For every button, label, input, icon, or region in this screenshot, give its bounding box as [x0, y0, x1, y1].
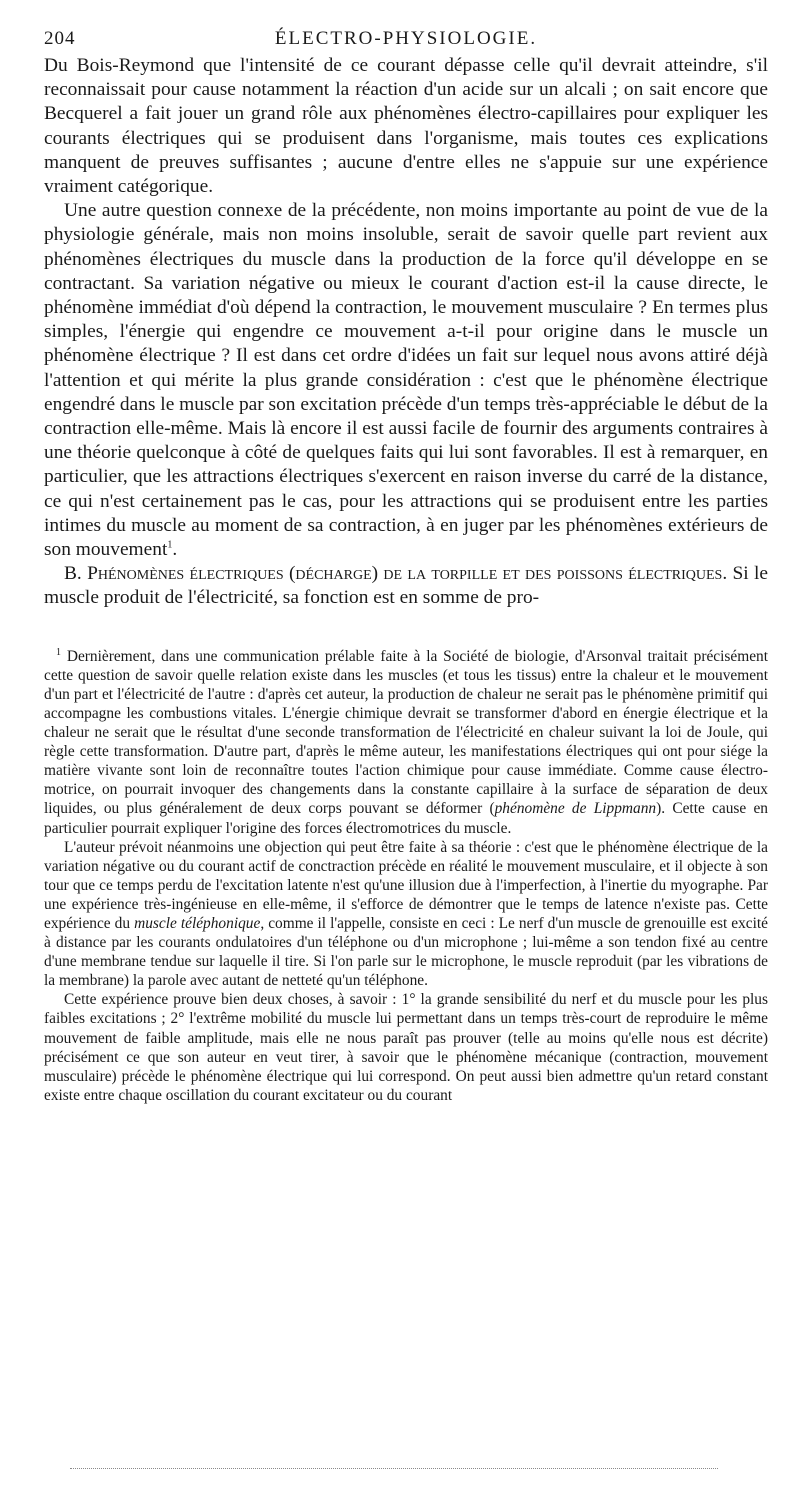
running-head [44, 28, 768, 54]
footnotes [44, 647, 768, 1105]
footnote-marker: 1 [56, 646, 61, 658]
main-text [44, 54, 768, 611]
page-number: 204 [44, 28, 76, 49]
footnote-reference: 1 [167, 539, 173, 551]
book-page [44, 28, 768, 1105]
paragraph-3-text: Si le muscle produit de l'électricité, sa fonction est en somme de pro- [44, 563, 768, 609]
paragraph-2 [44, 199, 768, 562]
footnote-2-text-a: L'auteur prévoit néanmoins une objection qui peut être faite à sa théorie : c'est que le phénomène électrique de la variation négative ou du courant actif de conctraction précède en réalité le mouvement musculaire, et il objecte à son tour que ce temps perdu de l'excitation latente n'est qu'une illusion due à l'imperfection, à l'inertie du myographe. Par une expérience très-ingénieuse en elle-même, il s'efforce de démontrer que le temps de latence n'existe pas. Cette expérience du [44, 838, 768, 932]
paragraph-2-end: . [172, 539, 178, 561]
footnote-1-text-a: Dernièrement, dans une communication prélable faite à la Société de biologie, d'Arsonval traitait précisément cette question de savoir quelle relation existe dans les muscles (et tous les tissus) entre la chaleur et le mouvement d'un part et l'électricité de l'autre : d'après cet auteur, la production de chaleur ne serait pas le phénomène primitif qui accompagne les combustions vitales. L'énergie chimique devrait se transformer d'abord en énergie électrique et la chaleur ne serait que le résultat d'une seconde transformation de l'électricité en chaleur suivant la loi de Joule, qui règle cette transformation. D'autre part, d'après le même auteur, les manifestations électriques qui ont pour siége la matière vivante sont loin de reconnaître toutes l'action chimique pour cause immédiate. Comme cause électro-motrice, on pourrait invoquer des changements dans la constante capillaire à la surface de séparation de deux liquides, ou plus généralement de deux corps pouvant se déformer ( [44, 647, 768, 818]
section-heading: B. Phénomènes électriques (décharge) de la torpille et des poissons électriques. [64, 563, 728, 585]
footnote-3: Cette expérience prouve bien deux choses, à savoir : 1° la grande sensibilité du nerf et du muscle pour les plus faibles excitations ; 2° l'extrême mobilité du muscle lui permettant dans un temps très-court de reproduire le même mouvement de faible amplitude, mais elle ne nous paraît pas prouver (telle au moins qu'elle nous est décrite) précisément ce que son auteur en veut tirer, à savoir que le phénomène mécanique (contraction, mouvement musculaire) précède le phénomène électrique qui lui correspond. On peut aussi bien admettre qu'un retard constant existe entre chaque oscillation du courant excitateur ou du courant [44, 991, 768, 1104]
footnote-1 [44, 647, 768, 838]
running-title: ÉLECTRO-PHYSIOLOGIE. [274, 28, 538, 49]
paragraph-2-text: Une autre question connexe de la précédente, non moins importante au point de vue de la physiologie générale, mais non moins insoluble, serait de savoir quelle part revient aux phénomènes électriques du muscle dans la production de la force qu'il développe en se contractant. Sa variation négative ou mieux le courant d'action est-il la cause directe, le phénomène immédiat d'où dépend la contraction, le mouvement musculaire ? En termes plus simples, l'énergie qui engendre ce mouvement a-t-il pour origine dans le muscle un phénomène électrique ? Il est dans cet ordre d'idées un fait sur lequel nous avons attiré déjà l'attention et qui mérite la plus grande considération : c'est que le phénomène électrique engendré dans le muscle par son excitation précède d'un temps très-appréciable le début de la contraction elle-même. Mais là encore il est aussi facile de fournir des arguments contraires à une théorie quelconque à côté de quelques faits qui lui sont favorables. Il est à remarquer, en particulier, que les attractions électriques s'exercent en raison inverse du carré de la distance, ce qui n'est certainement pas le cas, pour les attractions qui se produisent entre les parties intimes du muscle au moment de sa contraction, à en juger par les phénomènes extérieurs de son mouvement [44, 200, 768, 561]
paragraph-1: Du Bois-Reymond que l'intensité de ce courant dépasse celle qu'il devrait atteindre, s'il reconnaissait pour cause notamment la réaction d'un acide sur un alcali ; on sait encore que Becquerel a fait jouer un grand rôle aux phénomènes électro-capillaires pour expliquer les courants électriques qui se produisent dans l'organisme, mais toutes ces explications manquent de preuves suffisantes ; aucune d'entre elles ne s'appuie sur une expérience vraiment catégorique. [44, 55, 768, 198]
footnote-2-italic: muscle téléphonique [134, 914, 261, 932]
bottom-rule [70, 1468, 718, 1469]
footnote-2-text-b: , comme il l'appelle, consiste en ceci : Le nerf d'un muscle de grenouille est excité à distance par les courants ondulatoires d'un téléphone ou d'un microphone ; lui-même a son tendon fixé au centre d'une membrane tendue sur laquelle il tire. Si l'on parle sur le microphone, le muscle reproduit (par les vibrations de la membrane) la parole avec autant de netteté qu'un téléphone. [44, 914, 768, 990]
paragraph-3 [44, 562, 768, 610]
footnote-2 [44, 838, 768, 991]
footnote-1-text-b: ). Cette cause en particulier pourrait expliquer l'origine des forces électromotrices du muscle. [44, 800, 768, 837]
footnote-1-italic: phénomène de Lippmann [494, 800, 657, 818]
